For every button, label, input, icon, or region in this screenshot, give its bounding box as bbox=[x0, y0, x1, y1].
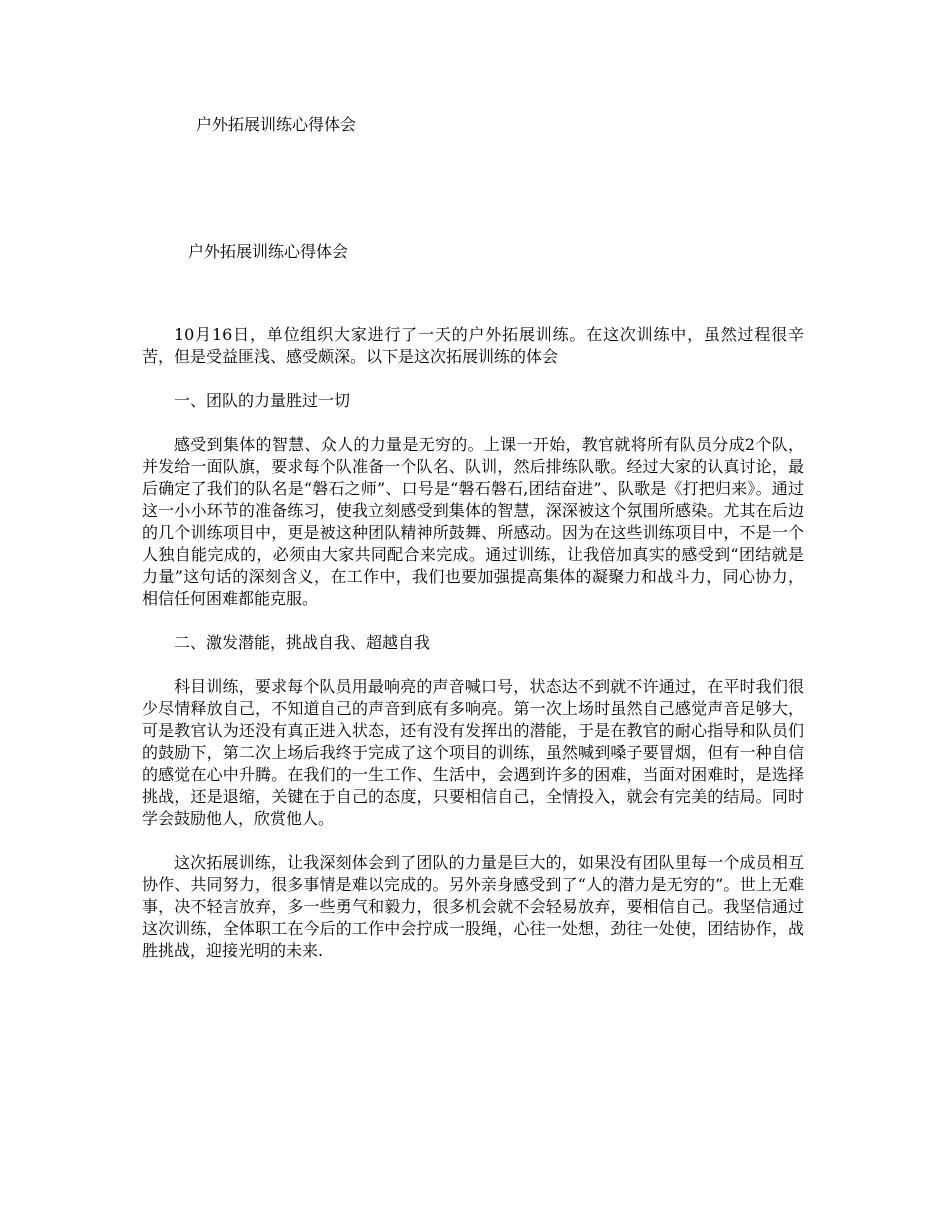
document-body bbox=[142, 324, 804, 984]
intro-paragraph: 10月16日，单位组织大家进行了一天的户外拓展训练。在这次训练中，虽然过程很辛苦，但是受益匪浅、感受颇深。以下是这次拓展训练的体会 bbox=[142, 325, 804, 366]
conclusion-paragraph: 这次拓展训练，让我深刻体会到了团队的力量是巨大的，如果没有团队里每一个成员相互协作、共同努力，很多事情是难以完成的。另外亲身感受到了“人的潜力是无穷的”。世上无难事，决不轻言放弃，多一些勇气和毅力，很多机会就不会轻易放弃，要相信自己。我坚信通过这次训练，全体职工在今后的工作中会拧成一股绳，心往一处想，劲往一处使，团结协作，战胜挑战，迎接光明的未来. bbox=[142, 853, 804, 960]
section-1-heading: 一、团队的力量胜过一切 bbox=[174, 391, 351, 410]
header-title: 户外拓展训练心得体会 bbox=[196, 115, 357, 134]
section-2-paragraph: 科目训练，要求每个队员用最响亮的声音喊口号，状态达不到就不许通过，在平时我们很少尽情释放自己，不知道自己的声音到底有多响亮。第一次上场时虽然自己感觉声音足够大，可是教官认为还没有真正进入状态，还有没有发挥出的潜能，于是在教官的耐心指导和队员们的鼓励下，第二次上场后我终于完成了这个项目的训练，虽然喊到嗓子要冒烟，但有一种自信的感觉在心中升腾。在我们的一生工作、生活中，会遇到许多的困难，当面对困难时，是选择挑战，还是退缩，关键在于自己的态度，只要相信自己，全情投入，就会有完美的结局。同时学会鼓励他人，欣赏他人。 bbox=[142, 677, 804, 828]
section-1-paragraph: 感受到集体的智慧、众人的力量是无穷的。上课一开始，教官就将所有队员分成2个队，并发给一面队旗，要求每个队准备一个队名、队训，然后排练队歌。经过大家的认真讨论，最后确定了我们的队名是“磐石之师”、口号是“磐石磐石,团结奋进”、队歌是《打把归来》。通过这一小小环节的准备练习，使我立刻感受到集体的智慧，深深被这个氛围所感染。尤其在后边的几个训练项目中，更是被这种团队精神所鼓舞、所感动。因为在这些训练项目中，不是一个人独自能完成的，必须由大家共同配合来完成。通过训练，让我倍加真实的感受到“团结就是力量”这句话的深刻含义，在工作中，我们也要加强提高集体的凝聚力和战斗力，同心协力，相信任何困难都能克服。 bbox=[142, 435, 804, 608]
section-2-heading: 二、激发潜能，挑战自我、超越自我 bbox=[174, 633, 431, 652]
document-title: 户外拓展训练心得体会 bbox=[188, 242, 349, 261]
